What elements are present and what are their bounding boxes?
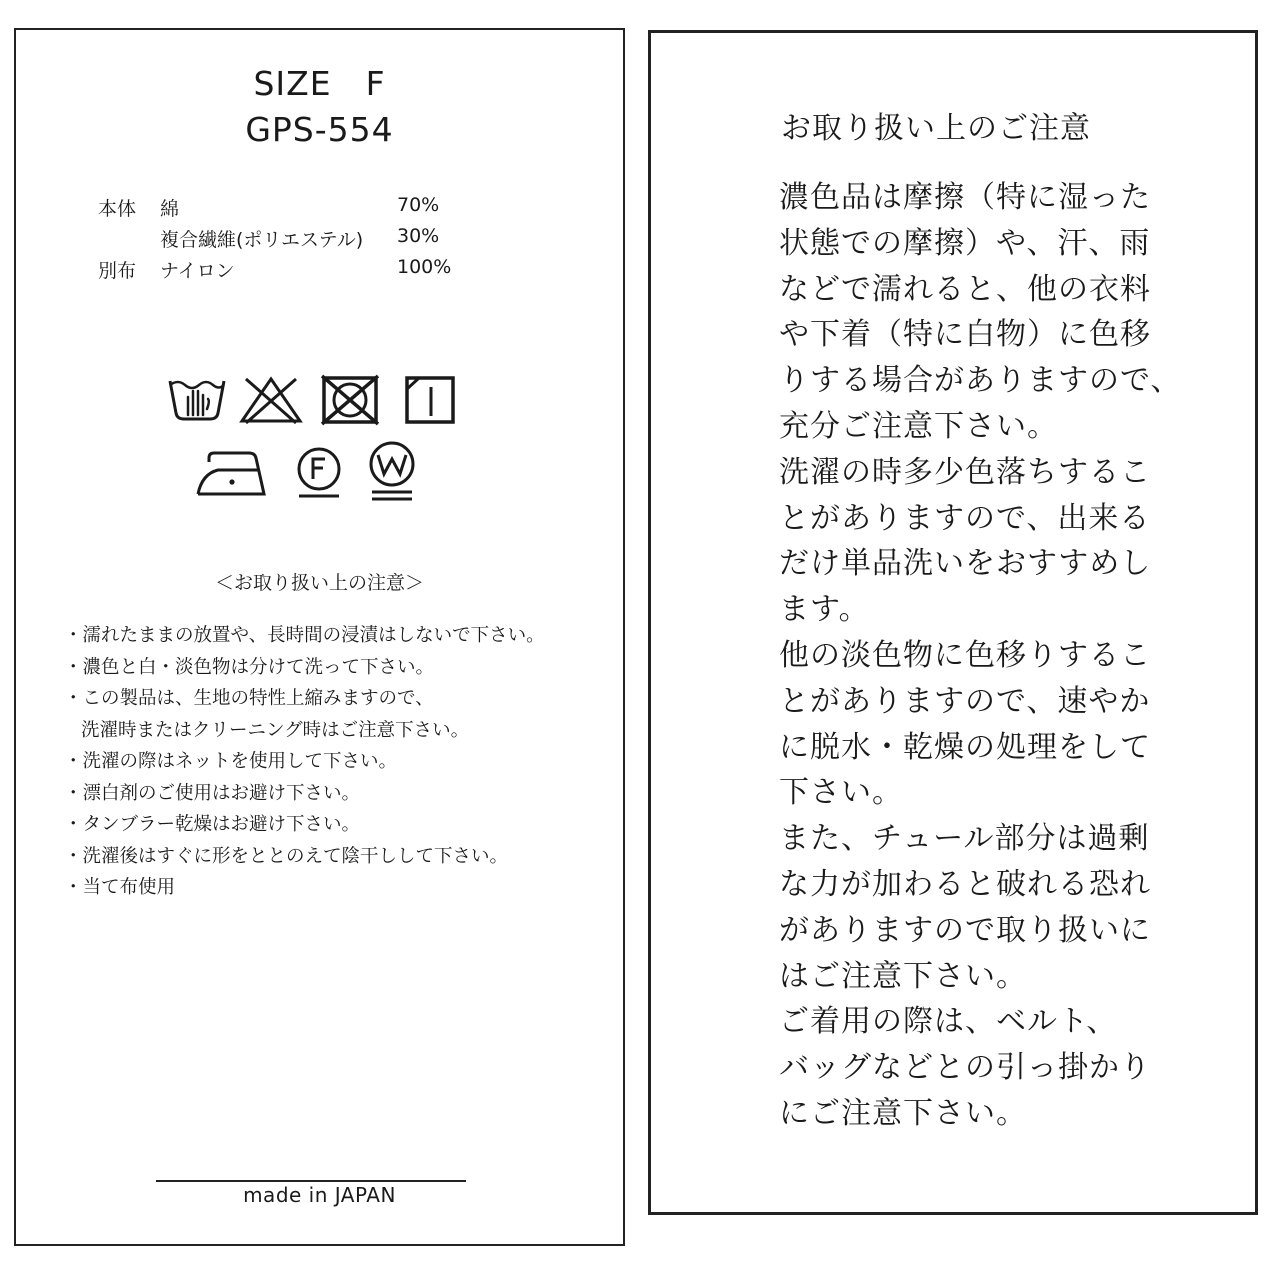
caution-line: ます。 bbox=[779, 592, 870, 628]
caution-line: だけ単品洗いをおすすめし bbox=[779, 546, 1152, 582]
caution-line: とがありますので、速やか bbox=[779, 683, 1151, 719]
iron-low-icon bbox=[194, 448, 268, 500]
caution-title: お取り扱い上のご注意 bbox=[781, 111, 1091, 146]
composition-row bbox=[98, 225, 498, 256]
composition-row bbox=[98, 194, 498, 225]
divider bbox=[156, 1180, 466, 1182]
composition-row bbox=[98, 256, 498, 287]
caution-line: 状態での摩擦）や、汗、雨 bbox=[779, 225, 1151, 261]
dry-clean-f-icon bbox=[291, 445, 347, 501]
caution-line: に脱水・乾燥の処理をして bbox=[779, 729, 1151, 765]
list-item: 洗濯時またはクリーニング時はご注意下さい。 bbox=[81, 719, 470, 741]
product-code: GPS-554 bbox=[245, 110, 394, 149]
caution-line: 下さい。 bbox=[779, 775, 903, 811]
composition-percent: 30% bbox=[397, 225, 440, 247]
composition-table bbox=[98, 194, 498, 287]
no-bleach-icon bbox=[238, 375, 304, 425]
caution-line: な力が加わると破れる恐れ bbox=[779, 866, 1151, 902]
composition-material: 綿 bbox=[160, 198, 180, 220]
care-label-panel bbox=[14, 28, 625, 1246]
list-item: ・この製品は、生地の特性上縮みますので、 bbox=[64, 688, 434, 709]
composition-material: 複合繊維(ポリエステル) bbox=[160, 229, 364, 251]
caution-line: 充分ご注意下さい。 bbox=[779, 408, 1058, 444]
caution-line: ご着用の際は、ベルト、 bbox=[779, 1004, 1118, 1040]
caution-line: はご注意下さい。 bbox=[779, 958, 1027, 994]
caution-line: 他の淡色物に色移りするこ bbox=[779, 637, 1151, 673]
caution-line: がありますので取り扱いに bbox=[779, 912, 1151, 948]
list-item: ・漂白剤のご使用はお避け下さい。 bbox=[64, 782, 361, 804]
composition-part: 本体 bbox=[98, 198, 137, 220]
composition-material: ナイロン bbox=[160, 260, 235, 282]
caution-line: また、チュール部分は過剰 bbox=[779, 821, 1150, 857]
list-item: ・タンブラー乾燥はお避け下さい。 bbox=[64, 814, 361, 835]
notes-title: ＜お取り扱い上の注意＞ bbox=[214, 572, 424, 594]
caution-line: りする場合がありますので、 bbox=[779, 363, 1182, 399]
no-tumble-dry-icon bbox=[319, 374, 381, 426]
composition-percent: 100% bbox=[397, 256, 452, 278]
care-notes-list bbox=[64, 620, 624, 904]
caution-body bbox=[779, 175, 1249, 1137]
made-in-text: made in JAPAN bbox=[243, 1183, 396, 1207]
caution-panel bbox=[648, 30, 1258, 1215]
list-item: ・洗濯後はすぐに形をととのえて陰干しして下さい。 bbox=[64, 845, 509, 867]
caution-line: バッグなどとの引っ掛かり bbox=[779, 1050, 1151, 1086]
wet-clean-w-icon bbox=[364, 440, 420, 504]
list-item: ・濃色と白・淡色物は分けて洗って下さい。 bbox=[64, 656, 435, 678]
composition-part: 別布 bbox=[98, 260, 137, 282]
line-dry-shade-icon bbox=[404, 375, 456, 425]
caution-line: 濃色品は摩擦（特に湿った bbox=[779, 180, 1151, 215]
caution-line: や下着（特に白物）に色移 bbox=[779, 317, 1151, 353]
size-text: SIZE F bbox=[253, 64, 386, 103]
composition-percent: 70% bbox=[397, 194, 440, 216]
list-item: ・当て布使用 bbox=[64, 877, 176, 898]
list-item: ・濡れたままの放置や、長時間の浸漬はしないで下さい。 bbox=[64, 625, 545, 646]
list-item: ・洗濯の際はネットを使用して下さい。 bbox=[64, 751, 398, 772]
caution-line: 洗濯の時多少色落ちするこ bbox=[779, 454, 1151, 490]
caution-line: にご注意下さい。 bbox=[779, 1095, 1027, 1131]
caution-line: などで濡れると、他の衣料 bbox=[779, 271, 1151, 307]
caution-line: とがありますので、出来る bbox=[779, 500, 1151, 536]
hand-wash-40-icon bbox=[166, 375, 228, 423]
